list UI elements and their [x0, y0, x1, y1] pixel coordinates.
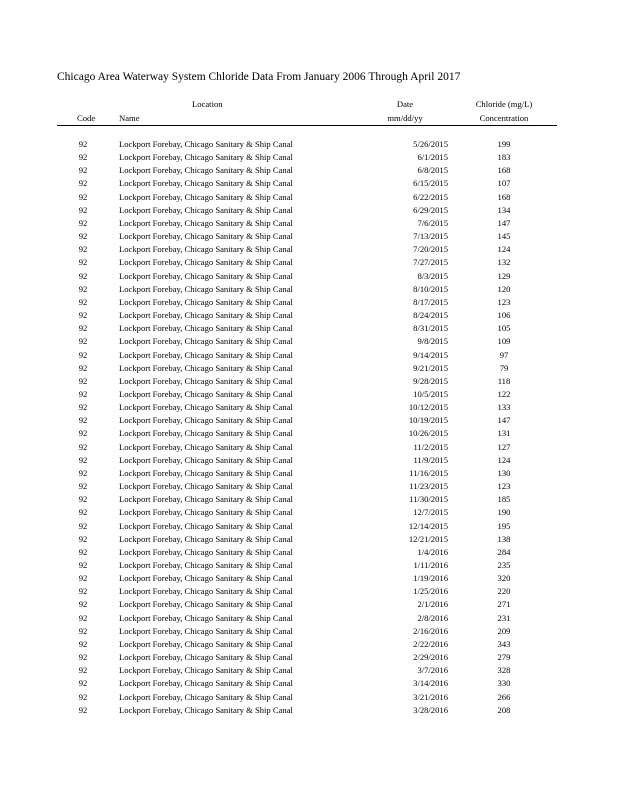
table-row [0, 309, 618, 322]
date-cell: 8/31/2015 [413, 323, 448, 334]
date-cell: 6/22/2015 [413, 191, 448, 202]
location-name-cell: Lockport Forebay, Chicago Sanitary & Ship Canal [119, 454, 293, 465]
date-cell: 12/7/2015 [413, 507, 448, 518]
location-name-cell: Lockport Forebay, Chicago Sanitary & Ship Canal [119, 428, 293, 439]
chloride-value-cell: 183 [497, 152, 511, 163]
table-row [0, 401, 618, 414]
code-column-header: Code [77, 113, 96, 123]
table-row [0, 704, 618, 717]
location-name-cell: Lockport Forebay, Chicago Sanitary & Ship Canal [119, 691, 293, 702]
date-cell: 11/2/2015 [413, 441, 448, 452]
code-cell: 92 [78, 612, 88, 623]
table-row [0, 480, 618, 493]
location-name-cell: Lockport Forebay, Chicago Sanitary & Ship Canal [119, 231, 293, 242]
code-cell: 92 [78, 560, 88, 570]
chloride-value-cell: 131 [497, 428, 511, 439]
chloride-value-cell: 185 [497, 494, 511, 505]
date-cell: 8/17/2015 [413, 296, 448, 307]
location-name-cell: Lockport Forebay, Chicago Sanitary & Ship Canal [119, 494, 293, 505]
code-cell: 92 [78, 178, 88, 189]
chloride-value-cell: 145 [497, 231, 511, 242]
location-name-cell: Lockport Forebay, Chicago Sanitary & Ship Canal [119, 362, 293, 373]
table-row [0, 612, 618, 625]
table-row [0, 335, 618, 348]
code-cell: 92 [78, 349, 88, 360]
date-cell: 7/6/2015 [417, 217, 448, 228]
table-row [0, 427, 618, 440]
date-cell: 3/21/2016 [413, 691, 448, 702]
chloride-value-cell: 109 [497, 336, 511, 347]
table-row [0, 138, 618, 151]
chloride-value-cell: 220 [497, 586, 511, 597]
code-cell: 92 [78, 415, 88, 426]
data-table-body [0, 138, 618, 717]
chloride-value-cell: 266 [497, 691, 511, 702]
location-name-cell: Lockport Forebay, Chicago Sanitary & Ship Canal [119, 152, 293, 163]
code-cell: 92 [78, 362, 88, 373]
table-row [0, 533, 618, 546]
date-cell: 11/23/2015 [409, 481, 448, 492]
code-cell: 92 [78, 481, 88, 492]
table-row [0, 414, 618, 427]
table-row [0, 467, 618, 480]
location-name-cell: Lockport Forebay, Chicago Sanitary & Ship Canal [119, 270, 293, 281]
location-name-cell: Lockport Forebay, Chicago Sanitary & Ship Canal [119, 652, 293, 663]
table-row [0, 506, 618, 519]
date-cell: 11/30/2015 [409, 494, 448, 505]
code-cell: 92 [78, 244, 88, 255]
location-name-cell: Lockport Forebay, Chicago Sanitary & Ship Canal [119, 520, 293, 531]
date-cell: 1/4/2016 [417, 546, 448, 557]
code-cell: 92 [78, 441, 88, 452]
location-name-cell: Lockport Forebay, Chicago Sanitary & Ship Canal [119, 704, 293, 715]
table-row [0, 256, 618, 269]
location-name-cell: Lockport Forebay, Chicago Sanitary & Ship Canal [119, 283, 293, 294]
date-cell: 10/12/2015 [408, 402, 448, 413]
location-name-cell: Lockport Forebay, Chicago Sanitary & Ship Canal [119, 533, 293, 544]
table-row [0, 598, 618, 611]
chloride-value-cell: 132 [497, 257, 511, 268]
code-cell: 92 [78, 283, 88, 294]
chloride-value-cell: 134 [497, 204, 511, 215]
date-cell: 3/14/2016 [413, 678, 448, 689]
table-row [0, 638, 618, 651]
location-name-cell: Lockport Forebay, Chicago Sanitary & Ship Canal [119, 257, 293, 268]
code-cell: 92 [78, 625, 88, 636]
code-cell: 92 [78, 533, 88, 544]
code-cell: 92 [78, 454, 88, 465]
date-cell: 8/3/2015 [417, 270, 448, 281]
date-cell: 10/19/2015 [408, 415, 448, 426]
code-cell: 92 [78, 139, 88, 149]
table-row [0, 546, 618, 559]
location-name-cell: Lockport Forebay, Chicago Sanitary & Ship Canal [119, 586, 293, 597]
code-cell: 92 [78, 402, 88, 413]
location-name-cell: Lockport Forebay, Chicago Sanitary & Ship Canal [119, 415, 293, 426]
code-cell: 92 [78, 573, 88, 584]
chloride-value-cell: 195 [497, 520, 511, 531]
code-cell: 92 [78, 691, 88, 702]
location-name-cell: Lockport Forebay, Chicago Sanitary & Ship Canal [119, 402, 293, 413]
location-name-cell: Lockport Forebay, Chicago Sanitary & Ship Canal [119, 204, 293, 215]
chloride-value-cell: 123 [497, 296, 511, 307]
chloride-value-cell: 320 [497, 573, 511, 584]
table-row [0, 283, 618, 296]
date-cell: 1/19/2016 [413, 573, 448, 584]
location-name-cell: Lockport Forebay, Chicago Sanitary & Ship Canal [119, 507, 293, 518]
location-name-cell: Lockport Forebay, Chicago Sanitary & Ship Canal [119, 612, 293, 623]
date-cell: 2/8/2016 [417, 612, 448, 623]
table-row [0, 362, 618, 375]
chloride-value-cell: 147 [497, 415, 511, 426]
table-row [0, 296, 618, 309]
chloride-value-cell: 97 [499, 349, 509, 360]
date-cell: 1/25/2016 [413, 586, 448, 597]
chloride-value-cell: 231 [497, 612, 511, 623]
chloride-value-cell: 271 [497, 599, 511, 610]
location-name-cell: Lockport Forebay, Chicago Sanitary & Ship Canal [119, 349, 293, 360]
table-row [0, 493, 618, 506]
table-row [0, 322, 618, 335]
table-row [0, 677, 618, 690]
table-row [0, 177, 618, 190]
location-name-cell: Lockport Forebay, Chicago Sanitary & Ship Canal [119, 678, 293, 689]
chloride-value-cell: 168 [497, 191, 511, 202]
code-cell: 92 [78, 428, 88, 439]
chloride-value-cell: 208 [497, 704, 511, 715]
table-row [0, 664, 618, 677]
table-row [0, 349, 618, 362]
header-divider [57, 125, 557, 126]
date-cell: 10/26/2015 [408, 428, 448, 439]
chloride-value-cell: 107 [497, 178, 511, 189]
chloride-value-cell: 129 [497, 270, 511, 281]
code-cell: 92 [78, 323, 88, 334]
location-name-cell: Lockport Forebay, Chicago Sanitary & Ship Canal [119, 139, 293, 149]
location-name-cell: Lockport Forebay, Chicago Sanitary & Ship Canal [119, 467, 293, 478]
location-name-cell: Lockport Forebay, Chicago Sanitary & Ship Canal [119, 244, 293, 255]
location-name-cell: Lockport Forebay, Chicago Sanitary & Ship Canal [119, 638, 293, 649]
location-column-header: Location [192, 99, 223, 109]
chloride-value-cell: 124 [497, 244, 511, 255]
table-row [0, 691, 618, 704]
location-name-cell: Lockport Forebay, Chicago Sanitary & Ship Canal [119, 388, 293, 399]
date-column-header: Date [396, 99, 414, 109]
date-cell: 8/24/2015 [413, 310, 448, 321]
table-row [0, 572, 618, 585]
code-cell: 92 [78, 467, 88, 478]
code-cell: 92 [78, 191, 88, 202]
chloride-value-cell: 235 [497, 560, 511, 570]
chloride-value-cell: 147 [497, 217, 511, 228]
chloride-value-cell: 133 [497, 402, 511, 413]
date-cell: 3/7/2016 [417, 665, 448, 676]
code-cell: 92 [78, 270, 88, 281]
date-cell: 11/9/2015 [413, 454, 448, 465]
table-row [0, 520, 618, 533]
chloride-value-cell: 343 [497, 638, 511, 649]
location-name-cell: Lockport Forebay, Chicago Sanitary & Ship Canal [119, 573, 293, 584]
chloride-value-cell: 105 [497, 323, 511, 334]
chloride-value-cell: 330 [497, 678, 511, 689]
code-cell: 92 [78, 375, 88, 386]
table-row [0, 454, 618, 467]
code-cell: 92 [78, 599, 88, 610]
chloride-value-cell: 199 [497, 139, 511, 149]
location-name-cell: Lockport Forebay, Chicago Sanitary & Ship Canal [119, 323, 293, 334]
chloride-value-cell: 279 [497, 652, 511, 663]
code-cell: 92 [78, 652, 88, 663]
date-cell: 7/13/2015 [413, 231, 448, 242]
location-name-cell: Lockport Forebay, Chicago Sanitary & Ship Canal [119, 375, 293, 386]
date-cell: 2/16/2016 [413, 625, 448, 636]
location-name-cell: Lockport Forebay, Chicago Sanitary & Ship Canal [119, 441, 293, 452]
table-row [0, 230, 618, 243]
chloride-value-cell: 130 [497, 467, 511, 478]
table-row [0, 559, 618, 572]
code-cell: 92 [78, 165, 88, 176]
chloride-value-cell: 79 [499, 362, 509, 373]
chloride-value-cell: 190 [497, 507, 511, 518]
table-row [0, 151, 618, 164]
code-cell: 92 [78, 665, 88, 676]
location-name-cell: Lockport Forebay, Chicago Sanitary & Ship Canal [119, 178, 293, 189]
chloride-value-cell: 127 [497, 441, 511, 452]
code-cell: 92 [78, 231, 88, 242]
table-row [0, 585, 618, 598]
code-cell: 92 [78, 520, 88, 531]
date-cell: 9/14/2015 [413, 349, 448, 360]
concentration-column-header: Concentration [479, 113, 529, 123]
code-cell: 92 [78, 152, 88, 163]
chloride-value-cell: 209 [497, 625, 511, 636]
chloride-value-cell: 118 [497, 375, 511, 386]
location-name-cell: Lockport Forebay, Chicago Sanitary & Ship Canal [119, 336, 293, 347]
date-cell: 2/29/2016 [413, 652, 448, 663]
code-cell: 92 [78, 388, 88, 399]
name-column-header: Name [119, 113, 140, 123]
table-row [0, 375, 618, 388]
table-row [0, 651, 618, 664]
table-row [0, 243, 618, 256]
page-title: Chicago Area Waterway System Chloride Data From January 2006 Through April 2017 [57, 71, 461, 83]
date-cell: 12/14/2015 [408, 520, 448, 531]
table-row [0, 625, 618, 638]
location-name-cell: Lockport Forebay, Chicago Sanitary & Ship Canal [119, 546, 293, 557]
table-row [0, 204, 618, 217]
date-cell: 6/8/2015 [417, 165, 448, 176]
code-cell: 92 [78, 638, 88, 649]
date-cell: 9/28/2015 [413, 375, 448, 386]
table-row [0, 441, 618, 454]
chloride-value-cell: 122 [497, 388, 511, 399]
location-name-cell: Lockport Forebay, Chicago Sanitary & Ship Canal [119, 191, 293, 202]
table-row [0, 388, 618, 401]
location-name-cell: Lockport Forebay, Chicago Sanitary & Ship Canal [119, 625, 293, 636]
table-row [0, 270, 618, 283]
code-cell: 92 [78, 586, 88, 597]
date-cell: 7/20/2015 [413, 244, 448, 255]
chloride-value-cell: 123 [497, 481, 511, 492]
date-format-header: mm/dd/yy [387, 113, 423, 123]
code-cell: 92 [78, 678, 88, 689]
date-cell: 5/26/2015 [413, 139, 448, 149]
date-cell: 9/8/2015 [417, 336, 448, 347]
location-name-cell: Lockport Forebay, Chicago Sanitary & Ship Canal [119, 217, 293, 228]
date-cell: 10/5/2015 [413, 388, 448, 399]
code-cell: 92 [78, 507, 88, 518]
date-cell: 7/27/2015 [413, 257, 448, 268]
date-cell: 1/11/2016 [413, 560, 448, 570]
code-cell: 92 [78, 296, 88, 307]
table-row [0, 191, 618, 204]
chloride-value-cell: 168 [497, 165, 511, 176]
code-cell: 92 [78, 336, 88, 347]
date-cell: 6/15/2015 [413, 178, 448, 189]
date-cell: 2/1/2016 [417, 599, 448, 610]
code-cell: 92 [78, 217, 88, 228]
date-cell: 9/21/2015 [413, 362, 448, 373]
code-cell: 92 [78, 257, 88, 268]
location-name-cell: Lockport Forebay, Chicago Sanitary & Ship Canal [119, 296, 293, 307]
location-name-cell: Lockport Forebay, Chicago Sanitary & Ship Canal [119, 165, 293, 176]
date-cell: 8/10/2015 [413, 283, 448, 294]
date-cell: 2/22/2016 [413, 638, 448, 649]
date-cell: 6/29/2015 [413, 204, 448, 215]
code-cell: 92 [78, 546, 88, 557]
date-cell: 11/16/2015 [409, 467, 448, 478]
table-row [0, 164, 618, 177]
chloride-value-cell: 120 [497, 283, 511, 294]
chloride-value-cell: 328 [497, 665, 511, 676]
date-cell: 3/28/2016 [413, 704, 448, 715]
code-cell: 92 [78, 494, 88, 505]
location-name-cell: Lockport Forebay, Chicago Sanitary & Ship Canal [119, 481, 293, 492]
code-cell: 92 [78, 204, 88, 215]
chloride-value-cell: 284 [497, 546, 511, 557]
location-name-cell: Lockport Forebay, Chicago Sanitary & Ship Canal [119, 599, 293, 610]
chloride-column-header: Chloride (mg/L) [475, 99, 533, 109]
chloride-value-cell: 106 [497, 310, 511, 321]
table-row [0, 217, 618, 230]
date-cell: 6/1/2015 [417, 152, 448, 163]
location-name-cell: Lockport Forebay, Chicago Sanitary & Ship Canal [119, 560, 293, 570]
location-name-cell: Lockport Forebay, Chicago Sanitary & Ship Canal [119, 665, 293, 676]
date-cell: 12/21/2015 [408, 533, 448, 544]
chloride-value-cell: 124 [497, 454, 511, 465]
location-name-cell: Lockport Forebay, Chicago Sanitary & Ship Canal [119, 310, 293, 321]
code-cell: 92 [78, 704, 88, 715]
chloride-value-cell: 138 [497, 533, 511, 544]
code-cell: 92 [78, 310, 88, 321]
